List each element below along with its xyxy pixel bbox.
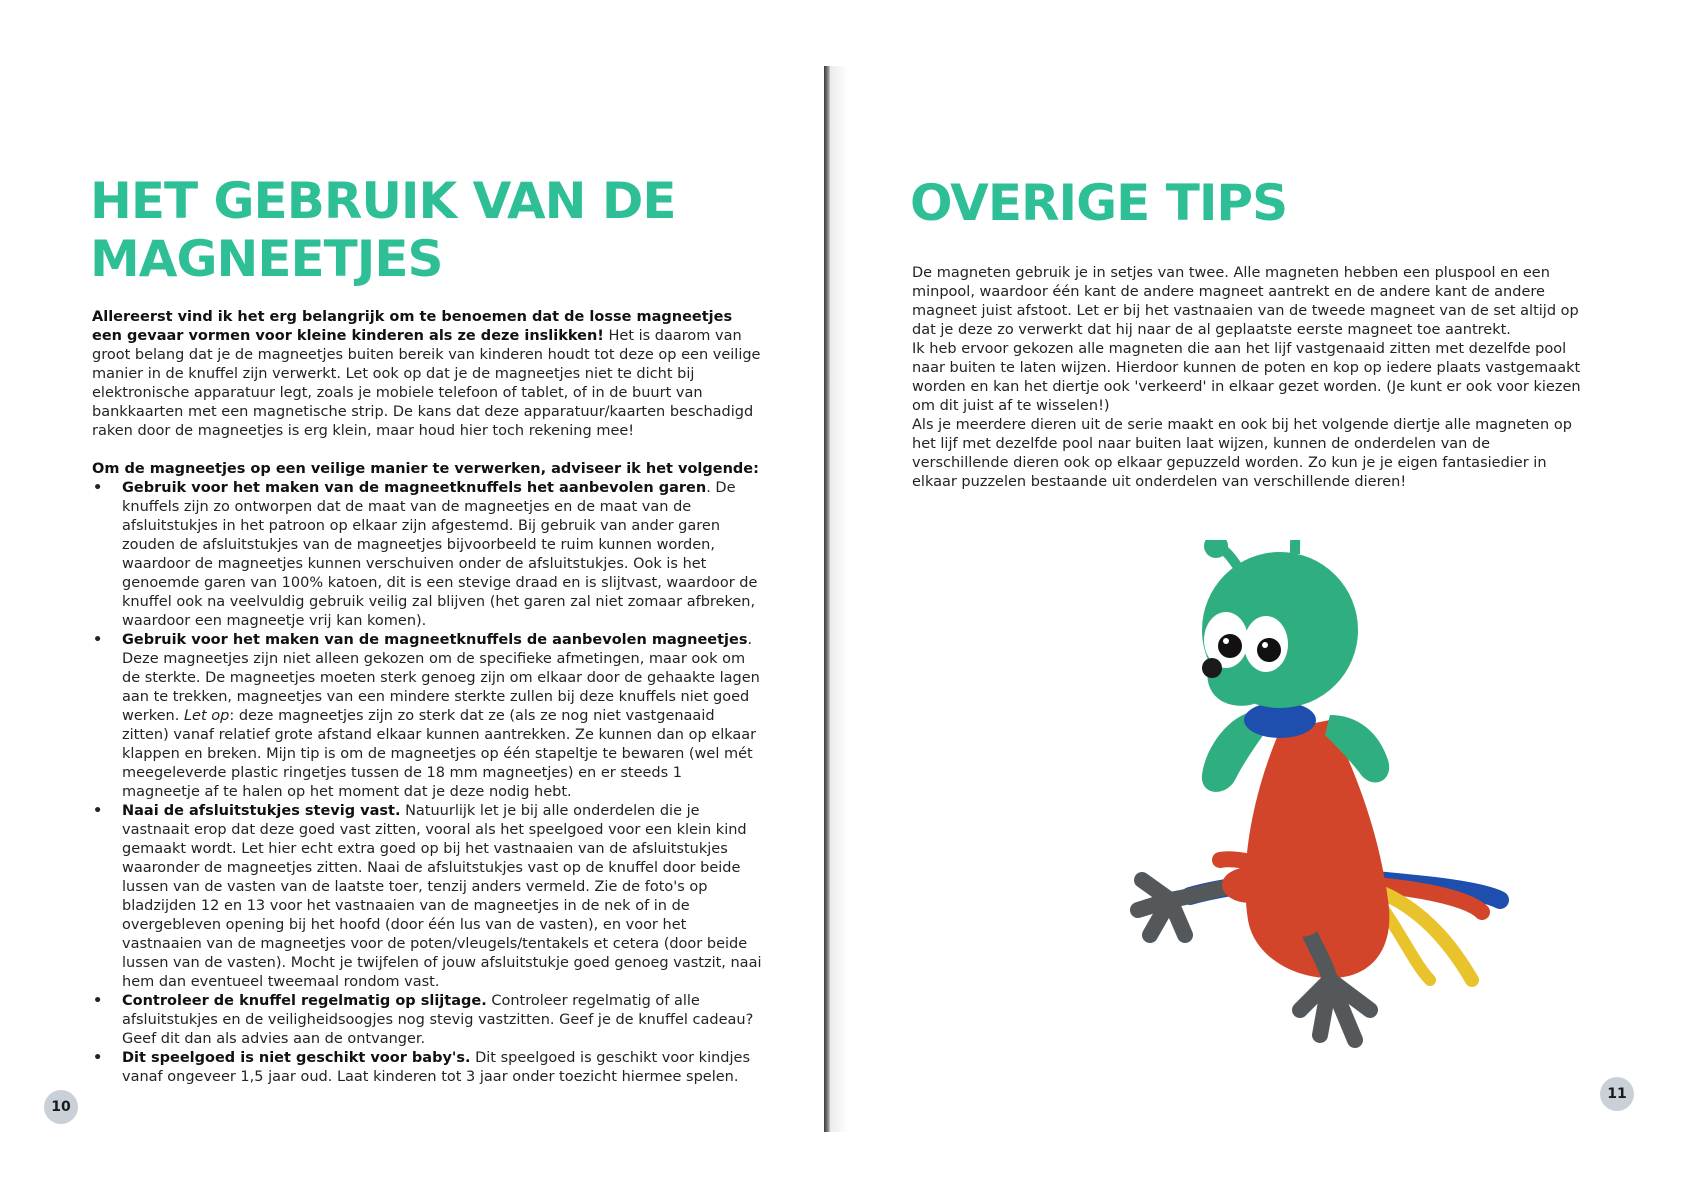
tip-emphasis: Let op xyxy=(183,708,230,724)
page-number-right: 11 xyxy=(1600,1077,1634,1111)
heading-line-2: MAGNEETJES xyxy=(90,230,443,288)
list-item xyxy=(92,992,764,1049)
tip-title: Controleer de knuffel regelmatig op slijtage. xyxy=(122,993,487,1009)
tips-list xyxy=(92,479,764,1087)
crochet-alien-toy-photo xyxy=(1130,540,1630,1080)
bullet: • xyxy=(93,632,103,648)
right-page-heading: OVERIGE TIPS xyxy=(910,174,1288,232)
paragraph: Ik heb ervoor gekozen alle magneten die aan het lijf vastgenaaid zitten met dezelfde pool naar buiten te laten wijzen. Hierdoor kunnen de poten en kop op iedere plaats vastgemaakt worden en kan het diertje ook 'verkeerd' in elkaar gezet worden. (Je kunt er ook voor kiezen om dit juist af te wisselen!) xyxy=(912,341,1581,414)
tip-text: . De knuffels zijn zo ontworpen dat de maat van de magneetjes en de maat van de afsluitstukjes in het patroon op elkaar zijn afgestemd. Bij gebruik van ander garen zouden de afsluitstukjes van de magneetjes bijvoorbeeld te ruim kunnen worden, waardoor de magneetjes kunnen verschuiven onder de afsluitstukjes. Ook is het genoemde garen van 100% katoen, dit is een stevige draad en is slijtvast, waardoor de knuffel ook na veelvuldig gebruik veilig zal blijven (het garen zal niet zomaar afbreken, waardoor een magneetje vrij kan komen). xyxy=(122,480,758,629)
left-page-heading xyxy=(90,172,750,288)
toy-leg-joint xyxy=(1222,867,1278,903)
toy-leg-joint xyxy=(1274,893,1326,937)
tip-text: Dit speelgoed is geschikt voor kindjes vanaf ongeveer 1,5 jaar oud. Laat kinderen tot 3 jaar onder toezicht hiermee spelen. xyxy=(122,1050,751,1085)
heading-line-1: HET GEBRUIK VAN DE xyxy=(90,172,676,230)
toy-antenna xyxy=(1295,540,1298,554)
spine-shadow xyxy=(830,66,848,1132)
list-item xyxy=(92,479,764,631)
tip-title: Dit speelgoed is niet geschikt voor baby's. xyxy=(122,1050,471,1066)
paragraph: Als je meerdere dieren uit de serie maakt en ook bij het volgende diertje alle magneten op het lijf met dezelfde pool naar buiten laat wijzen, kunnen de onderdelen van de verschillende dieren ook op elkaar gepuzzeld worden. Zo kun je je eigen fantasiedier in elkaar puzzelen bestaande uit onderdelen van verschillende dieren! xyxy=(912,417,1572,490)
bullet: • xyxy=(93,480,103,496)
tip-title: Naai de afsluitstukjes stevig vast. xyxy=(122,803,401,819)
advice-intro-text: Om de magneetjes op een veilige manier te verwerken, adviseer ik het volgende: xyxy=(92,461,759,477)
tip-title: Gebruik voor het maken van de magneetknuffels het aanbevolen garen xyxy=(122,480,707,496)
bullet: • xyxy=(93,1050,103,1066)
left-page-body xyxy=(92,308,764,1087)
tip-title: Gebruik voor het maken van de magneetknuffels de aanbevolen magneetjes xyxy=(122,632,748,648)
tip-text: . Deze magneetjes zijn niet alleen gekozen om de specifieke afmetingen, maar ook om de sterkte. De magneetjes moeten sterk genoeg zijn om elkaar door de gehaakte lagen aan te trekken, magneetjes van een mindere sterkte zullen bij deze knuffels niet goed werken. xyxy=(122,632,760,724)
tip-text: Natuurlijk let je bij alle onderdelen die je vastnaait erop dat deze goed vast zitten, vooral als het speelgoed voor een klein kind gemaakt wordt. Let hier echt extra goed op bij het vastnaaien van de afsluitstukjes waaronder de magneetjes zitten. Naai de afsluitstukjes vast op de knuffel door beide lussen van de vasten van de laatste toer, tenzij anders vermeld. Zie de foto's op bladzijden 12 en 13 voor het vastnaaien van de magneetjes in de nek of in de overgebleven opening bij het hoofd (door één lus van de vasten), en voor het vastnaaien van de magneetjes voor de poten/vleugels/tentakels et cetera (door beide lussen van de vasten). Mocht je twijfelen of jouw afsluitstukje goed genoeg vastzit, naai hem dan eventueel tweemaal rondom vast. xyxy=(122,803,762,990)
page-number-left: 10 xyxy=(44,1090,78,1124)
tip-text: Controleer regelmatig of alle afsluitstukjes en de veiligheidsoogjes nog stevig vastzitten. Geef je de knuffel cadeau? Geef dit dan als advies aan de ontvanger. xyxy=(122,993,754,1047)
toy-nose xyxy=(1202,658,1222,678)
advice-intro xyxy=(92,460,764,479)
bullet: • xyxy=(93,993,103,1009)
tip-text: : deze magneetjes zijn zo sterk dat ze (als ze nog niet vastgenaaid zitten) vanaf relatief grote afstand elkaar kunnen aantrekken. Ze kunnen dan op elkaar klappen en breken. Mijn tip is om de magneetjes op één stapeltje te bewaren (wel mét meegeleverde plastic ringetjes tussen de 18 mm magneetjes) en er steeds 1 magneetje af te halen op het moment dat je deze nodig hebt. xyxy=(122,708,757,800)
list-item xyxy=(92,1049,764,1087)
paragraph: De magneten gebruik je in setjes van twee. Alle magneten hebben een pluspool en een minpool, waardoor één kant de andere magneet aantrekt en de andere kant de andere magneet juist afstoot. Let er bij het vastnaaien van de tweede magneet van de set altijd op dat je deze zo verwerkt dat hij naar de al geplaatste eerste magneet toe aantrekt. xyxy=(912,265,1579,338)
list-item xyxy=(92,631,764,802)
right-page-body xyxy=(912,264,1582,492)
intro-text: Het is daarom van groot belang dat je de magneetjes buiten bereik van kinderen houdt tot deze op een veilige manier in de knuffel zijn verwerkt. Let ook op dat je de magneetjes niet te dicht bij elektronische apparatuur legt, zoals je mobiele telefoon of tablet, of in de buurt van bankkaarten met een magnetische strip. De kans dat deze apparatuur/kaarten beschadigd raken door de magneetjes is erg klein, maar houd hier toch rekening mee! xyxy=(92,328,761,439)
list-item xyxy=(92,802,764,992)
intro-paragraph xyxy=(92,308,764,441)
intro-warning: Allereerst vind ik het erg belangrijk om te benoemen dat de losse magneetjes een gevaar vormen voor kleine kinderen als ze deze inslikken! xyxy=(92,309,733,344)
bullet: • xyxy=(93,803,103,819)
